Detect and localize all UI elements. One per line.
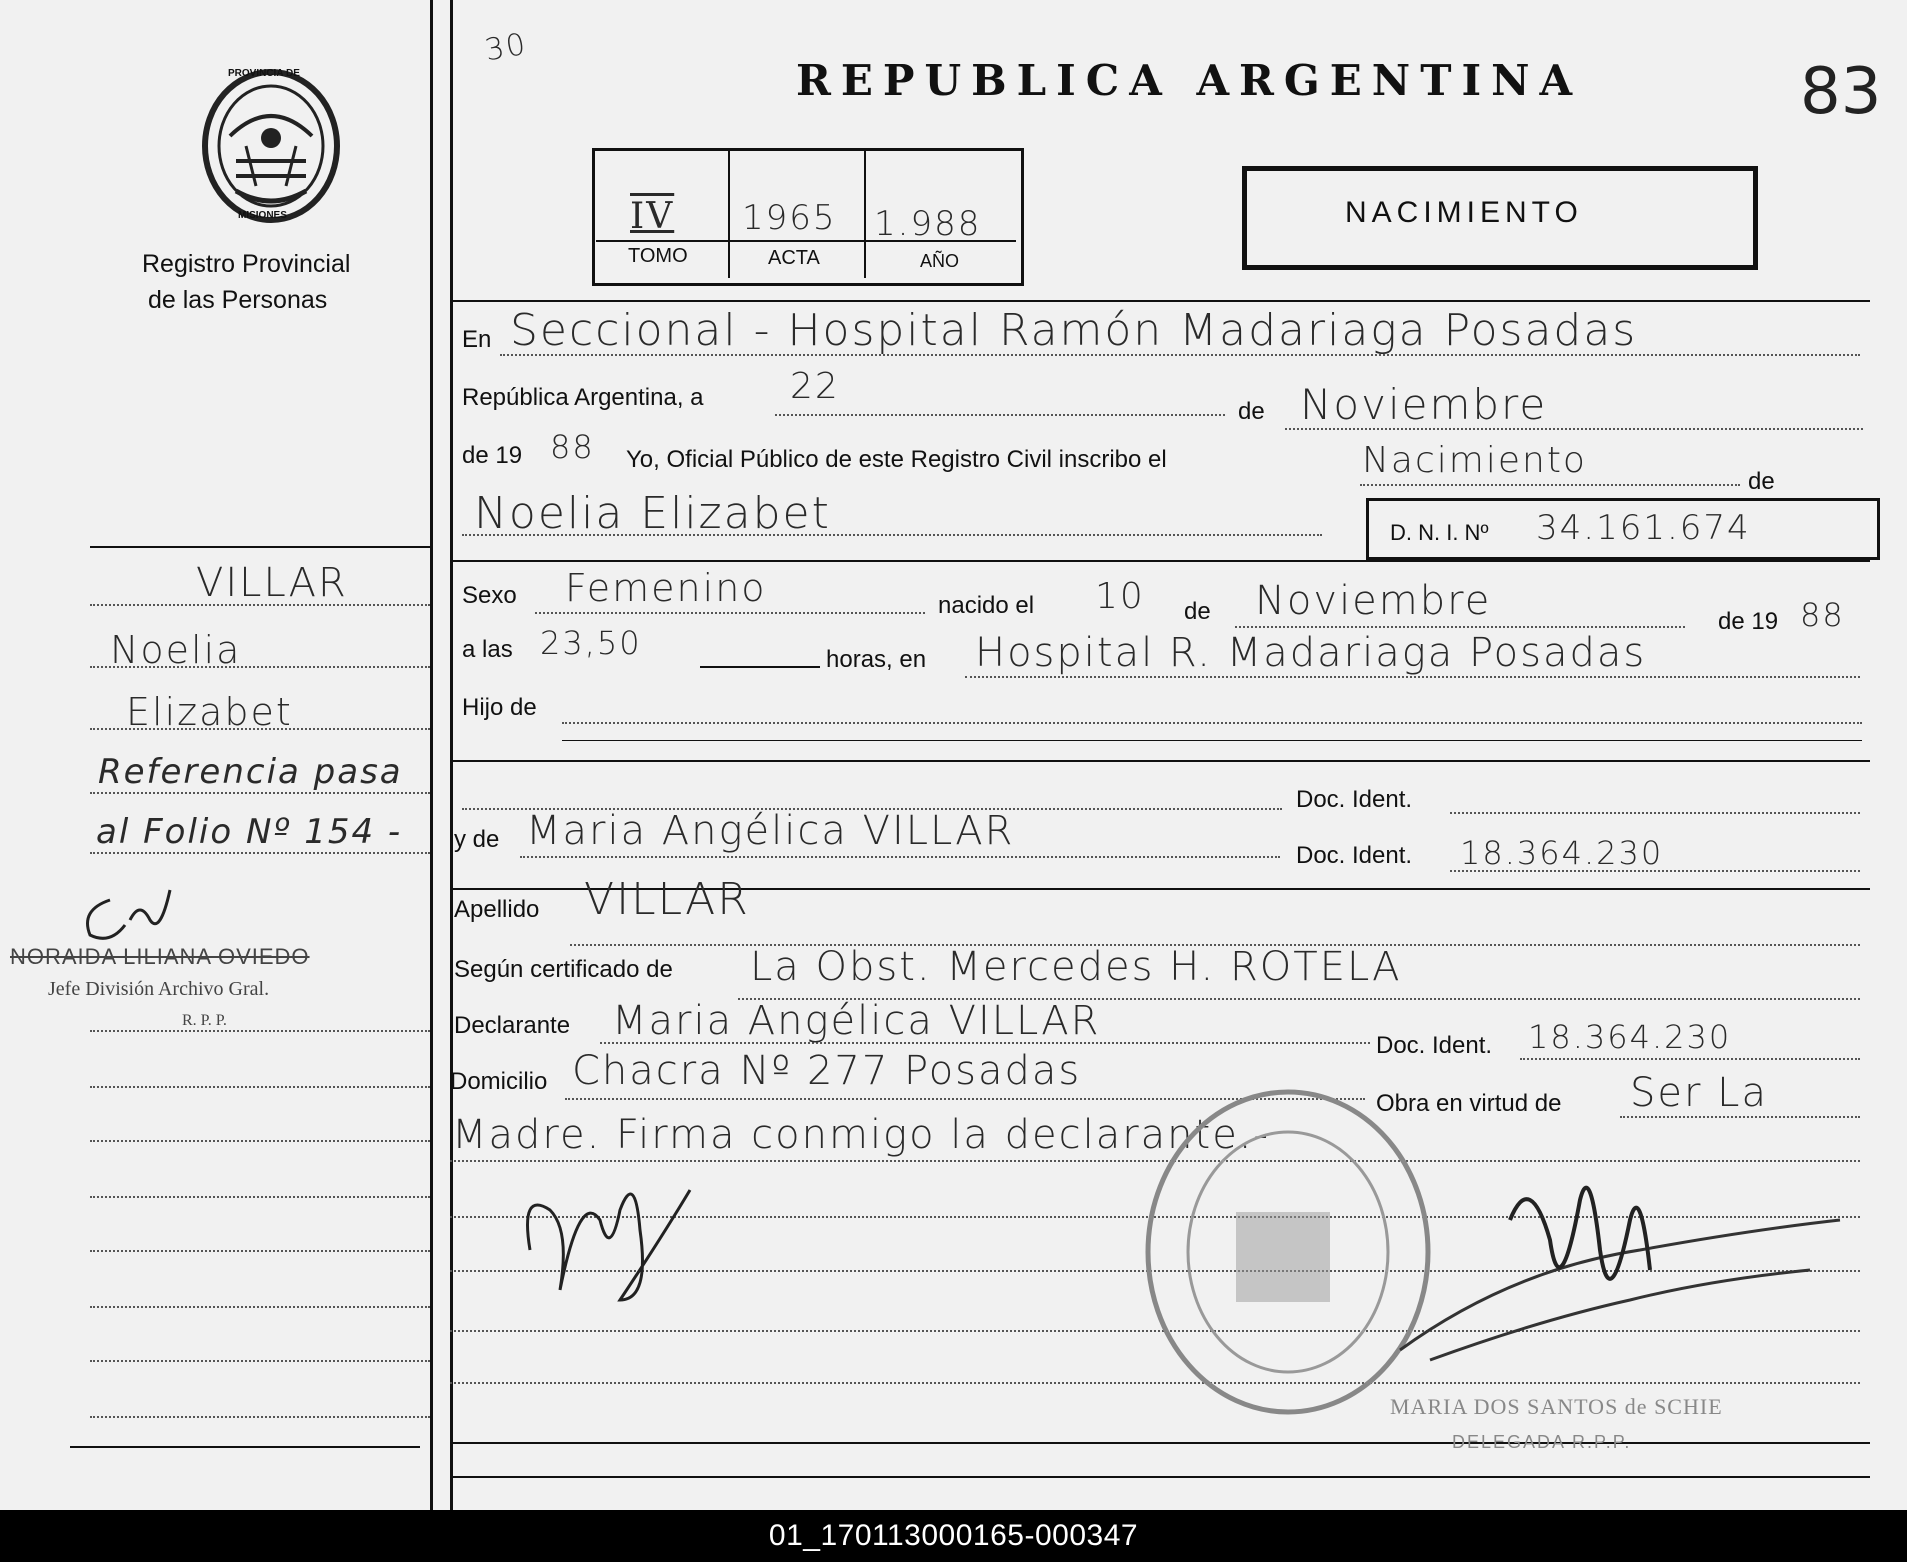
acta-value: 1965 — [742, 198, 837, 238]
margin-signature-icon — [70, 880, 190, 950]
place-value: Hospital R. Madariaga Posadas — [975, 630, 1647, 676]
birth-day: 10 — [1095, 576, 1145, 617]
doc-ident-label: Doc. Ident. — [1296, 786, 1413, 813]
name-value: Noelia Elizabet — [474, 488, 831, 539]
segun-value: La Obst. Mercedes H. ROTELA — [750, 944, 1402, 990]
year-value: 88 — [550, 428, 595, 466]
margin-stamp-rpp: R. P. P. — [182, 1012, 227, 1029]
birth-month: Noviembre — [1255, 578, 1492, 624]
margin-ref-1: Referencia pasa — [98, 752, 403, 792]
republica-label: República Argentina, a — [462, 384, 704, 411]
margin-stamp-name: NORAIDA LILIANA OVIEDO — [10, 944, 310, 969]
declarante-doc: 18.364.230 — [1528, 1018, 1732, 1056]
left-margin-divider — [430, 0, 433, 1510]
yo-text: Yo, Oficial Público de este Registro Civil inscribo el — [626, 446, 1167, 473]
margin-surname: VILLAR — [196, 560, 348, 606]
obra-label: Obra en virtud de — [1376, 1090, 1562, 1117]
registry-line-2: de las Personas — [148, 286, 328, 314]
right-signature-icon — [1390, 1160, 1850, 1380]
month-value: Noviembre — [1300, 380, 1548, 429]
y-de-label: y de — [454, 826, 500, 853]
margin-stamp-division: Jefe División Archivo Gral. — [48, 978, 270, 1000]
en-value: Seccional - Hospital Ramón Madariaga Posadas — [510, 305, 1638, 356]
birth-year: 88 — [1800, 596, 1845, 634]
dni-value: 34.161.674 — [1536, 508, 1751, 548]
sexo-label: Sexo — [462, 582, 517, 609]
continuation-value: Madre. Firma conmigo la declarante.- — [452, 1112, 1270, 1158]
hijo-label: Hijo de — [462, 694, 537, 721]
delegate-stamp-name: MARIA DOS SANTOS de SCHIE — [1390, 1394, 1723, 1419]
dni-label: D. N. I. Nº — [1390, 520, 1489, 545]
apellido-label: Apellido — [454, 896, 540, 923]
alas-label: a las — [462, 636, 513, 663]
de19-label: de 19 — [1718, 608, 1779, 635]
doc-ident-label-2: Doc. Ident. — [1296, 842, 1413, 869]
domicilio-value: Chacra Nº 277 Posadas — [572, 1048, 1082, 1094]
ano-value: 1.988 — [874, 204, 982, 244]
inner-divider — [450, 0, 453, 1510]
mother-doc: 18.364.230 — [1460, 834, 1664, 872]
margin-given-1: Noelia — [110, 628, 242, 672]
mother-value: Maria Angélica VILLAR — [526, 808, 1015, 854]
record-type: NACIMIENTO — [1345, 196, 1583, 229]
en-label: En — [462, 326, 492, 353]
de-label-3: de — [1184, 598, 1211, 625]
scan-filename: 01_170113000165-000347 — [0, 1510, 1907, 1562]
registry-line-1: Registro Provincial — [142, 250, 351, 278]
apellido-value: VILLAR — [584, 874, 750, 925]
horas-label: horas, en — [826, 646, 927, 673]
hour-value: 23,50 — [540, 624, 642, 662]
obra-value: Ser La — [1630, 1070, 1768, 1116]
doc-ident-label-3: Doc. Ident. — [1376, 1032, 1493, 1059]
declarante-value: Maria Angélica VILLAR — [612, 998, 1101, 1044]
left-signature-icon — [510, 1150, 710, 1320]
margin-given-2: Elizabet — [126, 690, 293, 734]
ano-label: AÑO — [920, 251, 960, 271]
domicilio-label: Domicilio — [450, 1068, 548, 1095]
de-label: de — [1238, 398, 1265, 425]
country-title: REPUBLICA ARGENTINA — [796, 56, 1583, 105]
seal-bottom-text: MISIONES — [238, 210, 287, 221]
nacido-label: nacido el — [938, 592, 1035, 619]
act-value: Nacimiento — [1362, 440, 1587, 481]
tomo-value: IV — [630, 196, 675, 237]
segun-label: Según certificado de — [454, 956, 673, 983]
folio-number: 83 — [1800, 55, 1882, 129]
sexo-value: Femenino — [565, 566, 767, 610]
de-label-2: de — [1748, 468, 1775, 495]
day-value: 22 — [790, 366, 840, 407]
declarante-label: Declarante — [454, 1012, 571, 1039]
misiones-seal-icon — [196, 66, 346, 226]
year-prefix: de 19 — [462, 442, 523, 469]
tomo-label: TOMO — [628, 245, 688, 267]
margin-ref-2: al Folio Nº 154 - — [96, 812, 403, 852]
initials: 30 — [482, 26, 530, 69]
seal-top-text: PROVINCIA DE — [228, 68, 300, 79]
acta-label: ACTA — [768, 247, 820, 269]
delegate-stamp-role: DELEGADA R.P.P. — [1452, 1432, 1632, 1452]
